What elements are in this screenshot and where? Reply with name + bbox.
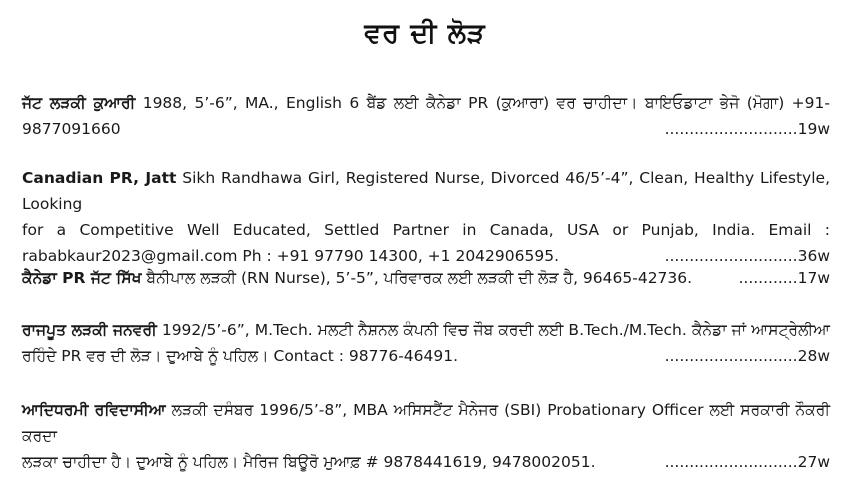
ad-code: ...........................28w	[664, 347, 830, 365]
ad-text: ਬੈਨੀਪਾਲ ਲੜਕੀ (RN Nurse), 5’-5”, ਪਰਿਵਾਰਕ ਲਈ ਲੜਕੀ ਦੀ ਲੋੜ ਹੈ, 96465-42736.	[146, 269, 693, 287]
ad-text: ਲੜਕੀ ਦਸੰਬਰ 1996/5’-8”, MBA ਅਸਿਸਟੈਂਟ ਮੈਨੇਜਰ (SBI) Probationary Officer ਲਈ ਸਰਕਾਰੀ ਨੌਕਰੀ ਕਰਦਾ	[22, 401, 831, 445]
ad-lead: ਕੈਨੇਡਾ PR ਜੱਟ ਸਿੱਖ	[22, 269, 142, 287]
ad-line	[22, 397, 830, 449]
ad-line	[22, 449, 830, 475]
classified-ad	[22, 317, 830, 369]
classified-ad	[22, 265, 830, 291]
ad-text: ਰਹਿੰਦੇ PR ਵਰ ਦੀ ਲੋੜ। ਦੁਆਬੇ ਨੂੰ ਪਹਿਲ। Contact : 98776-46491.	[22, 347, 459, 365]
ad-line	[22, 217, 830, 243]
ad-text: rababkaur2023@gmail.com Ph : +91 97790 14300, +1 2042906595.	[22, 247, 559, 265]
ad-code: ...........................27w	[664, 453, 830, 471]
ad-line	[22, 317, 830, 343]
ad-line	[22, 165, 830, 217]
ad-lead: Canadian PR, Jatt	[22, 169, 177, 187]
ad-text: 9877091660	[22, 120, 121, 138]
ad-lead: ਆਦਿਧਰਮੀ ਰਵਿਦਾਸੀਆ	[22, 401, 166, 419]
ad-text: for a Competitive Well Educated, Settled Partner in Canada, USA or Punjab, India. Email :	[22, 221, 830, 239]
ad-text: 1992/5’-6”, M.Tech. ਮਲਟੀ ਨੈਸ਼ਨਲ ਕੰਪਨੀ ਵਿਚ ਜੌਬ ਕਰਦੀ ਲਈ B.Tech./M.Tech. ਕੈਨੇਡਾ ਜਾਂ ਆਸਟ੍ਰੇਲੀਆ	[161, 321, 830, 339]
ad-code: ...........................19w	[664, 120, 830, 138]
ad-code: ............17w	[738, 269, 830, 287]
classified-ad	[22, 90, 830, 142]
ad-code: ...........................36w	[664, 247, 830, 265]
ad-text: ਲੜਕਾ ਚਾਹੀਦਾ ਹੈ। ਦੁਆਬੇ ਨੂੰ ਪਹਿਲ। ਮੈਰਿਜ ਬਿਊਰੋ ਮੁਆਫ਼ # 9878441619, 9478002051.	[22, 453, 596, 471]
ad-line	[22, 116, 830, 142]
ad-line	[22, 265, 830, 291]
page-title: ਵਰ ਦੀ ਲੋੜ	[364, 18, 486, 49]
ad-text: 1988, 5’-6”, MA., English 6 ਬੈਂਡ ਲਈ ਕੈਨੇਡਾ PR (ਕੁਆਰਾ) ਵਰ ਚਾਹੀਦਾ। ਬਾਇਓਡਾਟਾ ਭੇਜੋ (ਮੋਗਾ) +91-	[142, 94, 830, 112]
classified-ad	[22, 165, 830, 269]
classified-ad	[22, 397, 830, 475]
ad-lead: ਜੱਟ ਲੜਕੀ ਕੁਆਰੀ	[22, 94, 136, 112]
ad-line	[22, 343, 830, 369]
ad-lead: ਰਾਜਪੂਤ ਲੜਕੀ ਜਨਵਰੀ	[22, 321, 157, 339]
ad-text: Sikh Randhawa Girl, Registered Nurse, Divorced 46/5’-4”, Clean, Healthy Lifestyle, Looking	[22, 169, 831, 213]
ad-line	[22, 90, 830, 116]
